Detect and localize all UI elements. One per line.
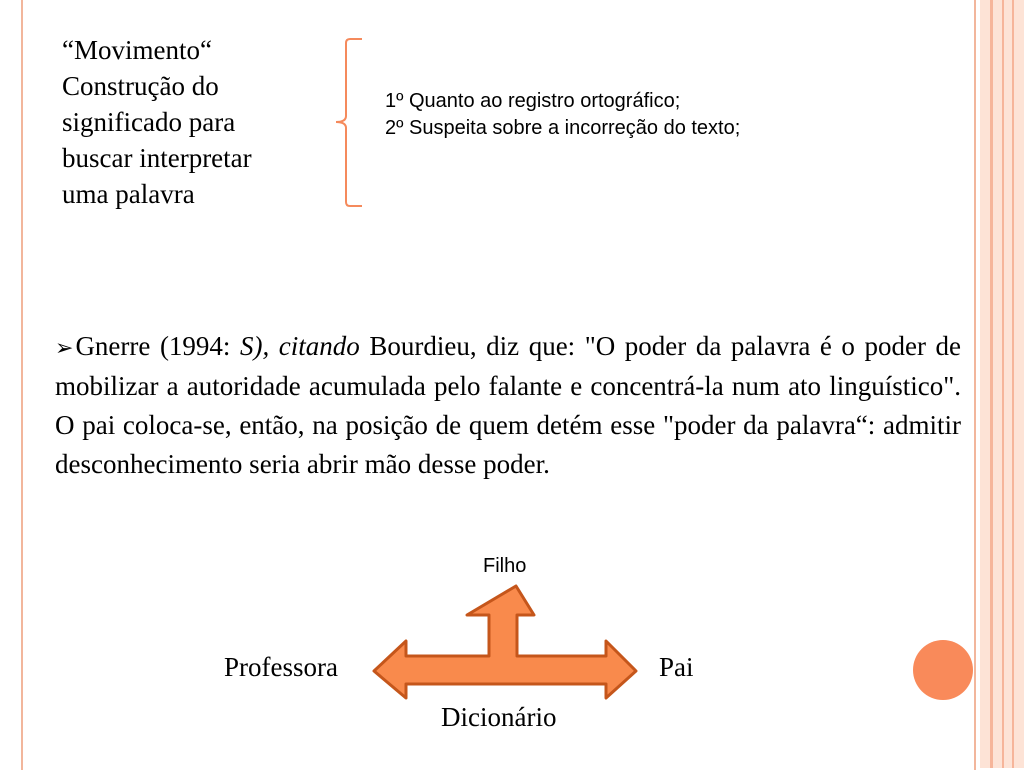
decor-stripe bbox=[980, 0, 990, 768]
concept-line: significado para bbox=[62, 107, 236, 137]
diagram-label-right: Pai bbox=[659, 652, 694, 682]
concept-text bbox=[62, 32, 322, 212]
decor-stripe bbox=[993, 0, 1002, 768]
decor-stripe bbox=[1014, 0, 1024, 768]
decor-stripe bbox=[1004, 0, 1012, 768]
three-way-arrow-icon bbox=[372, 578, 640, 700]
decor-circle bbox=[913, 640, 973, 700]
curly-bracket-icon bbox=[330, 36, 366, 210]
quote-paragraph bbox=[55, 327, 961, 484]
list-item: 2º Suspeita sobre a incorreção do texto; bbox=[385, 117, 741, 139]
concept-line: Construção do bbox=[62, 71, 219, 101]
concept-line: buscar interpretar bbox=[62, 143, 252, 173]
quote-author: Gnerre (1994: bbox=[75, 331, 240, 361]
list-item: 1º Quanto ao registro ortográfico; bbox=[385, 90, 681, 112]
quote-text: Bourdieu, diz que: "O poder da palavra é o poder de mobilizar a autoridade acumulada pelo falante e concentrá-la num ato linguístico". O pai coloca-se, então, na posição de quem detém esse "poder da palavra“: admitir desconhecimento seria abrir mão desse poder. bbox=[55, 331, 961, 479]
diagram-label-top: Filho bbox=[483, 555, 527, 577]
diagram-label-bottom: Dicionário bbox=[441, 702, 557, 732]
arrow-bullet-icon: ➢ bbox=[55, 335, 74, 360]
concept-line: “Movimento“ bbox=[62, 35, 212, 65]
concept-line: uma palavra bbox=[62, 179, 195, 209]
diagram-label-left: Professora bbox=[224, 652, 338, 682]
points-list bbox=[385, 88, 740, 142]
quote-reference: S), citando bbox=[240, 331, 360, 361]
